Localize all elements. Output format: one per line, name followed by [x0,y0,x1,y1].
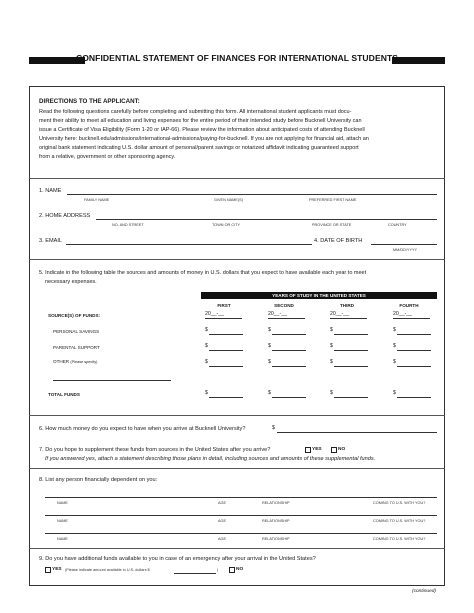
dependent-coming-caption: COMING TO U.S. WITH YOU? [373,537,426,541]
amount-field[interactable] [272,350,306,351]
directions-heading: DIRECTIONS TO THE APPLICANT: [39,98,140,105]
q9-yes-checkbox[interactable] [45,567,51,573]
dependent-coming-caption: COMING TO U.S. WITH YOU? [373,519,426,523]
amount-field[interactable] [397,350,431,351]
dollar-sign: $ [330,359,333,365]
directions-line: University here: bucknell.edu/admissions/international-admissions/paying-for-bucknell. If you are not applying for financial aid, attach an [39,136,369,142]
years-header-bar: YEARS OF STUDY IN THE UNITED STATES [201,292,437,299]
directions-line: issue a Certificate of Visa Eligibility (Form 1-20 or IAP-66). Please review the information about anticipated costs of attending Bucknell [39,127,365,133]
dependent-row-3[interactable] [45,533,437,534]
q9-yes-note: (Please indicate amount available in U.S. dollars $ [65,568,150,572]
total-field[interactable] [272,397,306,398]
email-label: 3. EMAIL [39,238,63,244]
amount-field[interactable] [397,366,431,367]
dollar-sign: $ [330,327,333,333]
directions-line: from a relative, government or other sponsoring agency. [39,154,176,160]
q9-no-label: NO [236,567,244,572]
year-second-line[interactable] [268,318,305,319]
dob-field[interactable] [371,244,437,245]
row-parental-support: PARENTAL SUPPORT [53,345,100,350]
sources-label: SOURCE(S) OF FUNDS: [48,313,101,318]
home-address-label: 2. HOME ADDRESS [39,213,91,219]
q5-line: 5. Indicate in the following table the sources and amounts of money in U.S. dollars that you expect to have available each year to meet [39,270,367,276]
preferred-name-caption: PREFERRED FIRST NAME [309,198,357,202]
q6-amount-field[interactable] [277,432,437,433]
amount-field[interactable] [397,334,431,335]
dependent-name-caption: NAME [57,501,68,505]
row-personal-savings: PERSONAL SAVINGS [53,329,100,334]
country-caption: COUNTRY [388,223,407,227]
dollar-sign: $ [393,343,396,349]
q5-line: necessary expenses. [45,279,97,285]
city-caption: TOWN OR CITY [212,223,240,227]
amount-field[interactable] [272,366,306,367]
q6-text: 6. How much money do you expect to have when you arrive at Bucknell University? [39,426,246,432]
q9-yes-label: YES [52,567,62,572]
dependent-relationship-caption: RELATIONSHIP [262,519,290,523]
dependent-row-1[interactable] [45,497,437,498]
dependent-age-caption: AGE [218,501,227,505]
year-third: 20__-__ [330,311,350,317]
dollar-sign: $ [205,327,208,333]
family-name-caption: FAMILY NAME [84,198,110,202]
dollar-sign: $ [268,327,271,333]
dollar-sign: $ [205,359,208,365]
q9-amount-field[interactable] [174,573,216,574]
col-fourth: FOURTH [399,303,419,308]
dollar-sign: $ [205,343,208,349]
directions-text [39,108,439,162]
name-label: 1. NAME [39,188,62,194]
email-field[interactable] [66,244,312,245]
home-address-field[interactable] [96,219,437,220]
col-third: THIRD [339,303,355,308]
year-fourth-line[interactable] [393,318,430,319]
section-divider [29,415,445,416]
row-other-label: OTHER [53,359,70,364]
dependent-name-caption: NAME [57,537,68,541]
dollar-sign: $ [393,327,396,333]
dependent-row-2[interactable] [45,515,437,516]
row-other [53,359,97,364]
q7-yes-checkbox[interactable] [305,447,311,453]
dependent-coming-caption: COMING TO U.S. WITH YOU? [373,501,426,505]
year-first-line[interactable] [205,318,242,319]
dependent-relationship-caption: RELATIONSHIP [262,501,290,505]
amount-field[interactable] [334,366,368,367]
amount-field[interactable] [209,366,243,367]
year-third-line[interactable] [330,318,367,319]
amount-field[interactable] [334,350,368,351]
q7-no-label: NO [338,447,346,452]
dependent-name-caption: NAME [57,519,68,523]
q7-text: 7. Do you hope to supplement these funds from sources in the United States after you arrive? [39,447,271,453]
section-divider [29,259,445,260]
q6-dollar: $ [272,425,275,431]
q9-text: 9. Do you have additional funds available to you in case of an emergency after your arrival in the United States? [39,556,316,562]
q5-text [39,269,439,287]
given-name-caption: GIVEN NAME(S) [214,198,243,202]
dollar-sign: $ [393,359,396,365]
col-second: SECOND [274,303,294,308]
total-funds-label: TOTAL FUNDS [48,392,80,397]
section-divider [29,548,445,549]
dependent-relationship-caption: RELATIONSHIP [262,537,290,541]
year-first: 20__-__ [205,311,225,317]
dependent-age-caption: AGE [218,519,227,523]
row-other-note: (Please specify) [70,360,98,364]
q7-note: If you answered yes, attach a statement describing those plans in detail, including sources and amounts of these supplemental funds. [45,456,376,462]
directions-line: ment their ability to meet all education and living expenses for the entire period of their intended study before Bucknell University can [39,118,362,124]
amount-field[interactable] [209,350,243,351]
dollar-sign: $ [268,343,271,349]
dollar-sign: $ [330,343,333,349]
dollar-sign: $ [393,390,396,396]
dollar-sign: $ [205,390,208,396]
year-second: 20__-__ [268,311,288,317]
section-divider [29,468,445,469]
amount-field[interactable] [209,334,243,335]
amount-field[interactable] [272,334,306,335]
page-title: CONFIDENTIAL STATEMENT OF FINANCES FOR INTERNATIONAL STUDENTS [75,53,399,63]
col-first: FIRST [217,303,231,308]
total-field[interactable] [334,397,368,398]
q9-close-paren: ) [217,568,219,572]
section-divider [29,178,445,179]
dollar-sign: $ [268,390,271,396]
dob-label: 4. DATE OF BIRTH [314,238,363,244]
province-caption: PROVINCE OR STATE [312,223,352,227]
directions-line: Read the following questions carefully before completing and submitting this form. All international student applicants must docu- [39,109,352,115]
directions-line: original bank statement indicating U.S. dollar amount of personal/parent savings or notarized affidavit indicating guaranteed support [39,145,359,151]
dependent-age-caption: AGE [218,537,227,541]
dollar-sign: $ [330,390,333,396]
q7-yes-label: YES [312,447,322,452]
amount-field[interactable] [334,334,368,335]
total-field[interactable] [397,397,431,398]
continued-footer: (continued) [412,589,436,594]
q8-text: 8. List any person financially dependent on you: [39,477,158,483]
year-fourth: 20__-__ [393,311,413,317]
total-field[interactable] [209,397,243,398]
dollar-sign: $ [268,359,271,365]
dob-format-caption: MM/DD/YYYY [393,248,418,252]
name-field[interactable] [67,194,437,195]
street-caption: NO. AND STREET [112,223,144,227]
other-specify-field[interactable] [53,380,171,381]
q7-no-checkbox[interactable] [331,447,337,453]
q9-no-checkbox[interactable] [229,567,235,573]
